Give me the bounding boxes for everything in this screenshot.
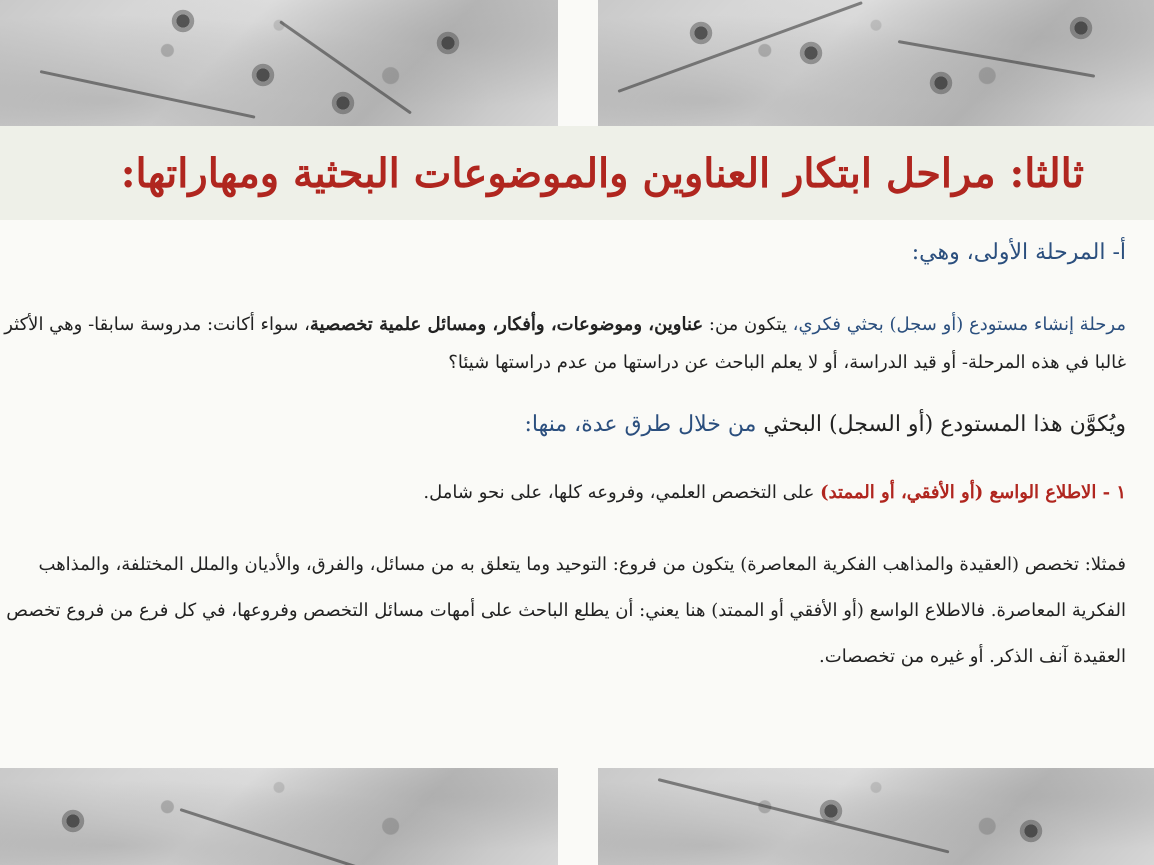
paragraph-method-one <box>423 482 1126 503</box>
stage-definition-lead: مرحلة إنشاء مستودع (أو سجل) بحثي فكري، <box>792 314 1126 335</box>
stage-definition-tail: ، سواء أكانت: مدروسة سابقا- وهي الأكثر غالبا في هذه المرحلة- أو قيد الدراسة، أو لا يعلم الباحث عن دراستها من عدم دراستها شيئا؟ <box>4 314 1126 373</box>
stage-heading: أ- المرحلة الأولى، وهي: <box>911 240 1126 265</box>
document-body <box>0 220 1154 768</box>
method-one-title: ١ - الاطلاع الواسع (أو الأفقي، أو الممتد) <box>820 482 1126 503</box>
paragraph-example: فمثلا: تخصص (العقيدة والمذاهب الفكرية المعاصرة) يتكون من فروع: التوحيد وما يتعلق به من مسائل، والفرق، والأديان والملل المختلفة، والمذاهب الفكرية المعاصرة. فالاطلاع الواسع (أو الأفقي أو الممتد) هنا يعني: أن يطلع الباحث على أمهات مسائل التخصص وفروعها، في كل فرع من فروع تخصص العقيدة آنف الذكر. أو غيره من تخصصات. <box>6 554 1126 667</box>
paragraph-stage-definition <box>0 306 1126 382</box>
decorative-floral-panel-bottom-right <box>598 768 1154 865</box>
methods-intro-highlight: من خلال طرق عدة، منها: <box>524 412 757 437</box>
decorative-floral-panel-top-right <box>598 0 1154 126</box>
stage-definition-connector: يتكون من: <box>703 314 793 335</box>
method-one-rest: على التخصص العلمي، وفروعه كلها، على نحو شامل. <box>423 482 821 503</box>
decorative-floral-panel-bottom-left <box>0 768 558 865</box>
page-title: ثالثا: مراحل ابتكار العناوين والموضوعات البحثية ومهاراتها: <box>120 149 1084 197</box>
section-header <box>0 126 1154 220</box>
methods-intro-lead: ويُكوَّن هذا المستودع (أو السجل) البحثي <box>756 412 1126 437</box>
decorative-floral-panel-top-left <box>0 0 558 126</box>
paragraph-methods-intro <box>525 412 1127 437</box>
stage-definition-items: عناوين، وموضوعات، وأفكار، ومسائل علمية تخصصية <box>309 314 704 335</box>
